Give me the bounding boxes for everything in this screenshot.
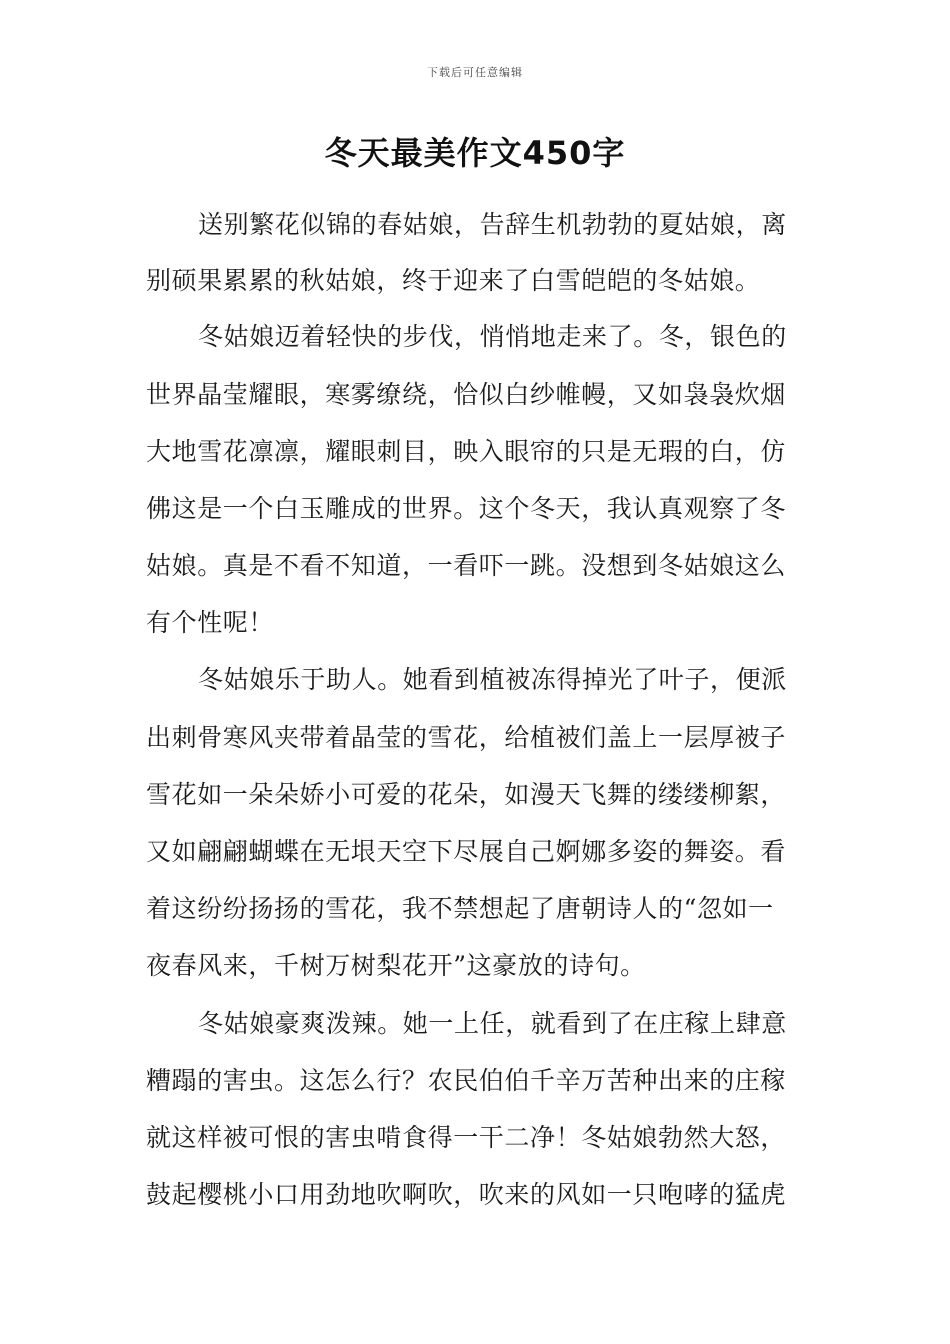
text-line: 出刺骨寒风夹带着晶莹的雪花，给植被们盖上一层厚被子 [146,723,787,752]
text-line: 夜春风来，千树万树梨花开”这豪放的诗句。 [146,951,646,980]
text-line: 大地雪花凛凛，耀眼刺目，映入眼帘的只是无瑕的白，仿 [146,437,787,466]
text-line: 别硕果累累的秋姑娘，终于迎来了白雪皑皑的冬姑娘。 [146,266,761,295]
text-line: 送别繁花似锦的春姑娘，告辞生机勃勃的夏姑娘，离 [198,210,787,239]
text-line: 有个性呢！ [146,608,275,637]
header-note: 下载后可任意编辑 [427,66,523,79]
text-line: 鼓起樱桃小口用劲地吹啊吹，吹来的风如一只咆哮的猛虎 [146,1180,787,1209]
text-line: 就这样被可恨的害虫啃食得一干二净！冬姑娘勃然大怒， [146,1123,787,1152]
text-line: 冬姑娘迈着轻快的步伐，悄悄地走来了。冬，银色的 [198,322,787,351]
page-title: 冬天最美作文450字 [324,134,626,172]
text-line: 又如翩翩蝴蝶在无垠天空下尽展自己婀娜多姿的舞姿。看 [146,837,787,866]
text-line: 糟蹋的害虫。这怎么行？农民伯伯千辛万苦种出来的庄稼 [146,1066,787,1095]
text-line: 世界晶莹耀眼，寒雾缭绕，恰似白纱帷幔，又如袅袅炊烟 [146,380,787,409]
text-line: 冬姑娘豪爽泼辣。她一上任，就看到了在庄稼上肆意 [198,1009,787,1038]
text-line: 佛这是一个白玉雕成的世界。这个冬天，我认真观察了冬 [146,494,787,523]
text-line: 雪花如一朵朵娇小可爱的花朵，如漫天飞舞的缕缕柳絮， [146,780,787,809]
text-line: 冬姑娘乐于助人。她看到植被冻得掉光了叶子，便派 [198,665,787,694]
text-line: 着这纷纷扬扬的雪花，我不禁想起了唐朝诗人的“忽如一 [146,894,774,923]
text-line: 姑娘。真是不看不知道，一看吓一跳。没想到冬姑娘这么 [146,551,787,580]
